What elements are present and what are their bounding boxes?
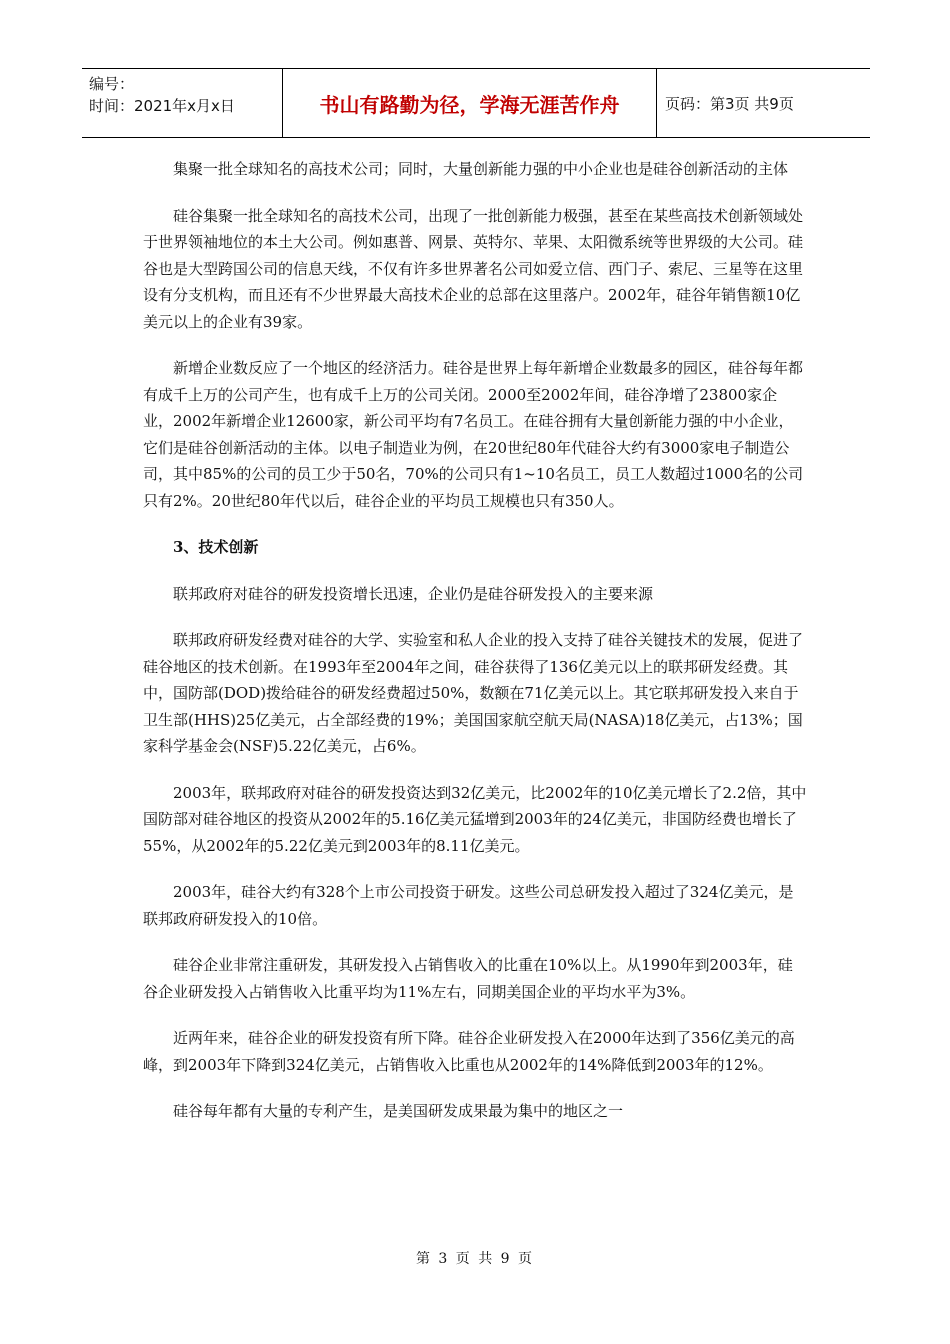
header-meta-cell xyxy=(82,69,283,137)
header-motto: 书山有路勤为径，学海无涯苦作舟 xyxy=(283,69,657,137)
paragraph: 新增企业数反应了一个地区的经济活力。硅谷是世界上每年新增企业数最多的园区，硅谷每年都有成千上万的公司产生，也有成千上万的公司关闭。2000至2002年间，硅谷净增了23800家企业，2002年新增企业12600家，新公司平均有7名员工。在硅谷拥有大量创新能力强的中小企业，它们是硅谷创新活动的主体。以电子制造业为例，在20世纪80年代硅谷大约有3000家电子制造公司，其中85%的公司的员工少于50名，70%的公司只有1~10名员工，员工人数超过1000名的公司只有2%。20世纪80年代以后，硅谷企业的平均员工规模也只有350人。 xyxy=(143,359,804,510)
page-header xyxy=(82,68,870,138)
section-heading: 3、技术创新 xyxy=(173,538,259,556)
paragraph: 联邦政府研发经费对硅谷的大学、实验室和私人企业的投入支持了硅谷关键技术的发展，促进了硅谷地区的技术创新。在1993年至2004年之间，硅谷获得了136亿美元以上的联邦研发经费。其中，国防部(DOD)拨给硅谷的研发经费超过50%，数额在71亿美元以上。其它联邦研发投入来自于卫生部(HHS)25亿美元，占全部经费的19%；美国国家航空航天局(NASA)18亿美元，占13%；国家科学基金会(NSF)5.22亿美元，占6%。 xyxy=(143,631,804,755)
paragraph: 2003年，硅谷大约有328个上市公司投资于研发。这些公司总研发投入超过了324亿美元，是联邦政府研发投入的10倍。 xyxy=(143,883,794,928)
paragraph: 近两年来，硅谷企业的研发投资有所下降。硅谷企业研发投入在2000年达到了356亿美元的高峰，到2003年下降到324亿美元，占销售收入比重也从2002年的14%降低到2003年的12%。 xyxy=(143,1029,795,1074)
paragraph: 联邦政府对硅谷的研发投资增长迅速，企业仍是硅谷研发投入的主要来源 xyxy=(173,584,654,603)
paragraph: 硅谷企业非常注重研发，其研发投入占销售收入的比重在10%以上。从1990年到2003年，硅谷企业研发投入占销售收入比重平均为11%左右，同期美国企业的平均水平为3%。 xyxy=(143,956,793,1001)
paragraph: 集聚一批全球知名的高技术公司；同时，大量创新能力强的中小企业也是硅谷创新活动的主体 xyxy=(173,160,789,178)
paragraph: 硅谷每年都有大量的专利产生，是美国研发成果最为集中的地区之一 xyxy=(173,1102,624,1120)
paragraph: 硅谷集聚一批全球知名的高技术公司，出现了一批创新能力极强，甚至在某些高技术创新领域处于世界领袖地位的本土大公司。例如惠普、网景、英特尔、苹果、太阳微系统等世界级的大公司。硅谷也是大型跨国公司的信息天线，不仅有许多世界著名公司如爱立信、西门子、索尼、三星等在这里设有分支机构，而且还有不少世界最大高技术企业的总部在这里落户。2002年，硅谷年销售额10亿美元以上的企业有39家。 xyxy=(143,206,804,331)
page-footer: 第 3 页 共 9 页 xyxy=(415,1251,535,1267)
header-time-label: 时间：2021年x月x日 xyxy=(89,97,235,115)
header-page-info: 页码：第3页 共9页 xyxy=(665,94,794,113)
document-body xyxy=(143,156,807,1145)
paragraph: 2003年，联邦政府对硅谷的研发投资达到32亿美元，比2002年的10亿美元增长了2.2倍，其中国防部对硅谷地区的投资从2002年的5.16亿美元猛增到2003年的24亿美元，非国防经费也增长了55%，从2002年的5.22亿美元到2003年的8.11亿美元。 xyxy=(143,783,807,855)
header-number-label: 编号： xyxy=(89,75,135,93)
